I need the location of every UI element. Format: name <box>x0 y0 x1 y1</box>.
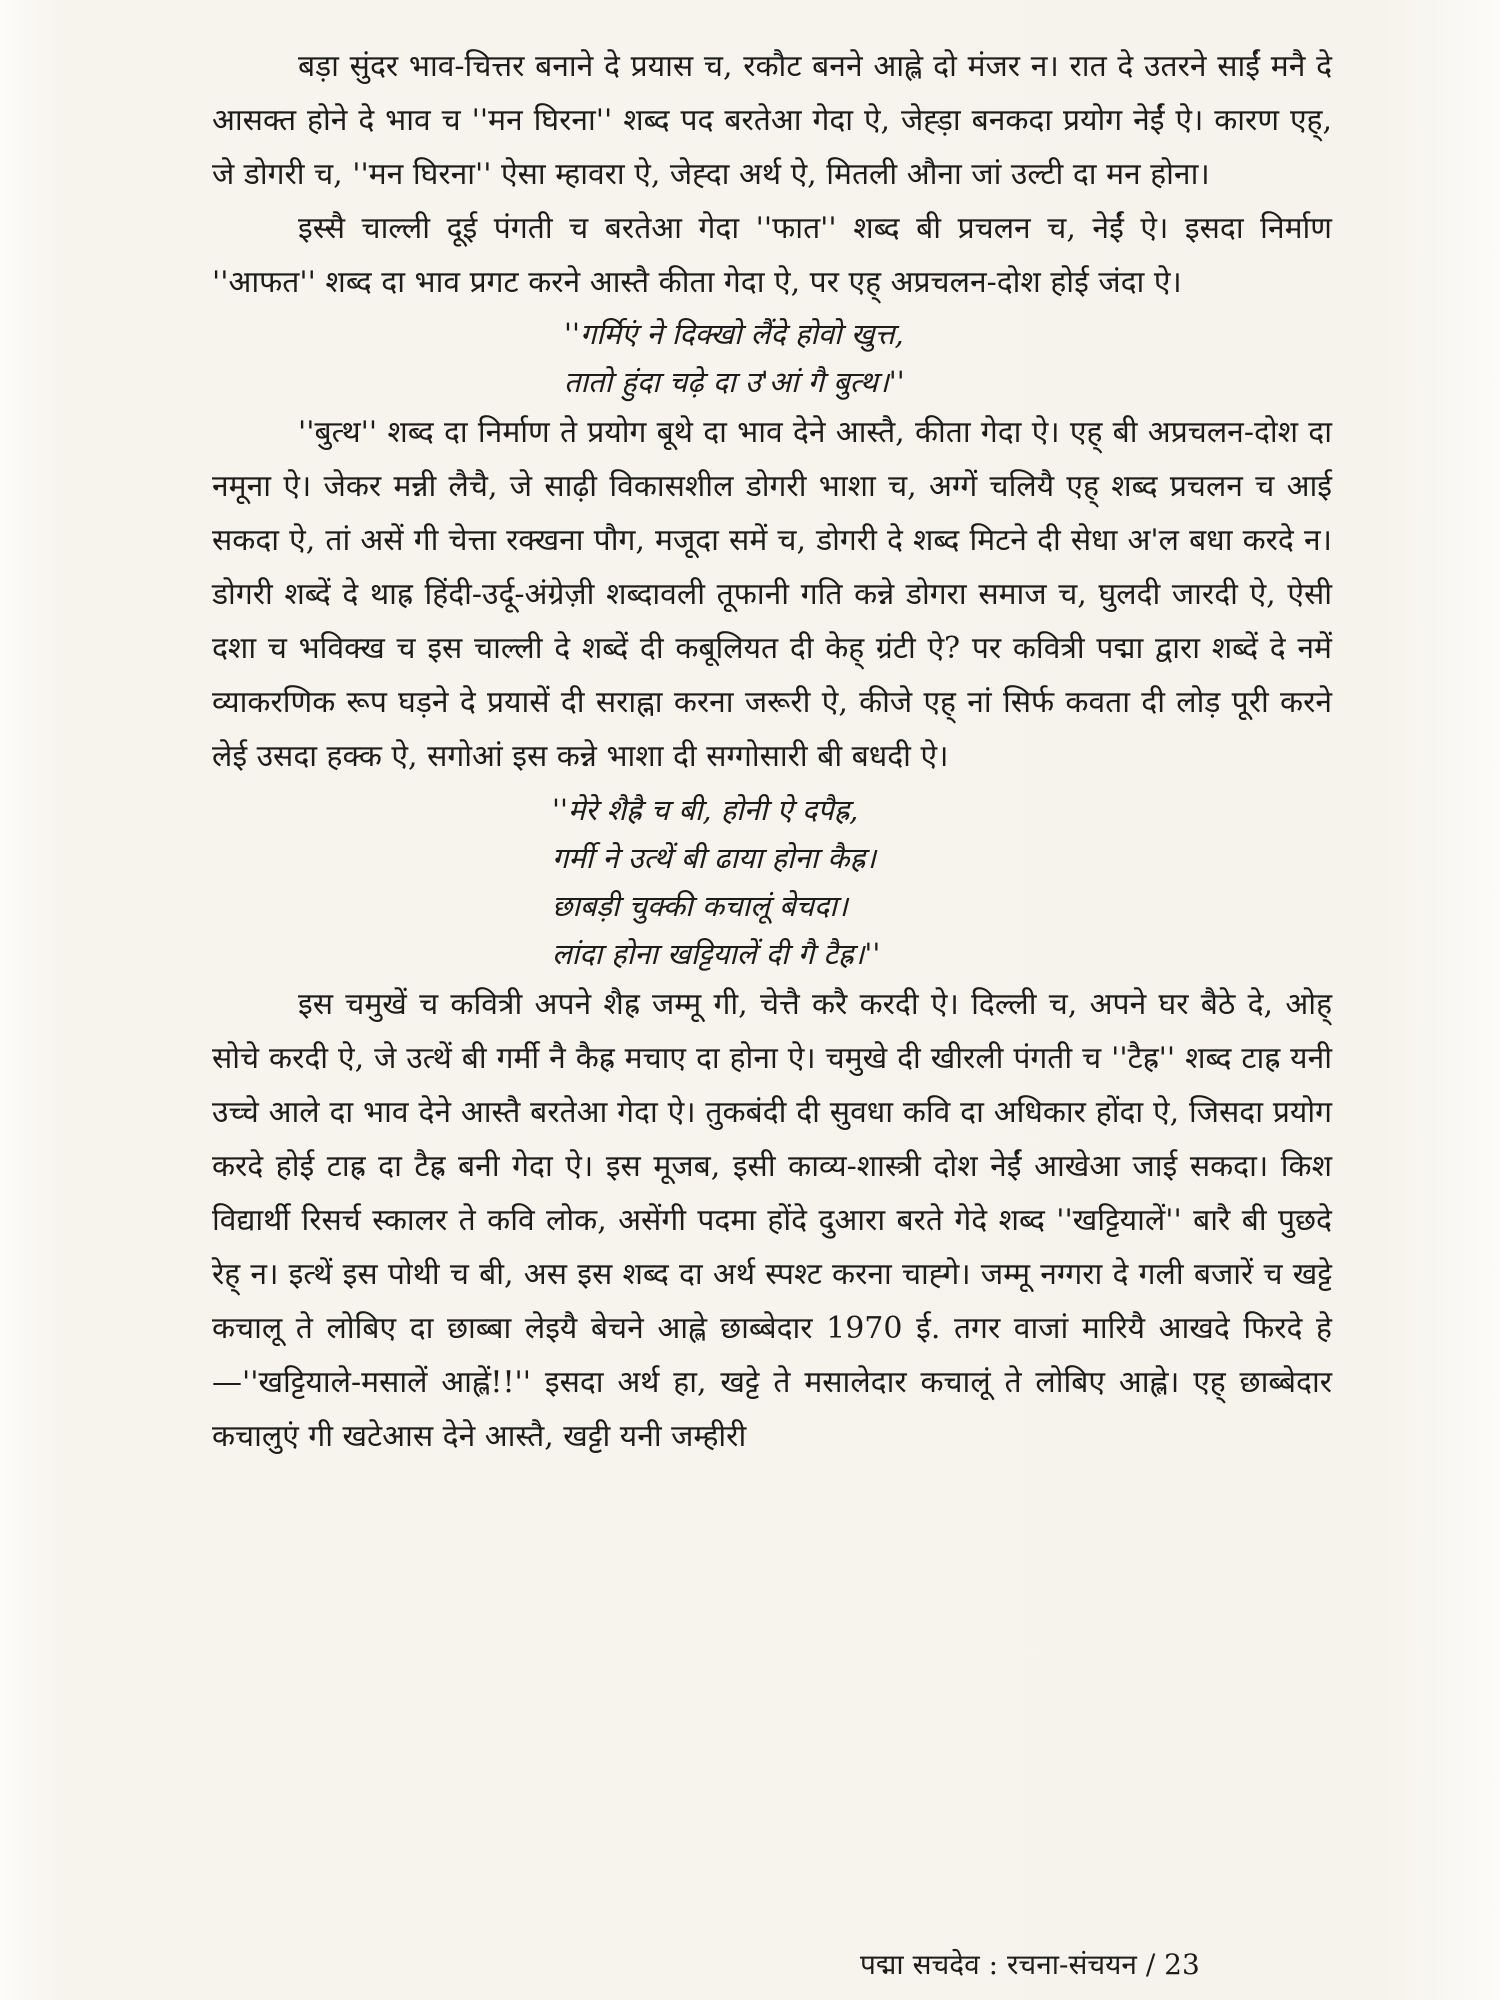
verse-line: लांदा होना खट्टियालें दी गै टैह्र।'' <box>552 937 881 971</box>
verse-line: ''मेरे शैह्रै च बी, होनी ऐ दपैह्र, <box>552 793 859 827</box>
page-body <box>212 40 1332 1464</box>
verse-quote-1 <box>212 310 1332 406</box>
verse-line: गर्मी ने उत्थें बी ढाया होना कैह्र। <box>552 841 876 875</box>
paragraph-4: इस चमुखें च कवित्री अपने शैह्र जम्मू गी, चेत्तै करै करदी ऐ। दिल्ली च, अपने घर बैठे दे, ओह् सोचे करदी ऐ, जे उत्थें बी गर्मी नै कैह्र मचाए दा होना ऐ। चमुखे दी खीरली पंगती च ''टैह्र'' शब्द टाह्र यनी उच्चे आले दा भाव देने आस्तै बरतेआ गेदा ऐ। तुकबंदी दी सुवधा कवि दा अधिकार होंदा ऐ, जिसदा प्रयोग करदे होई टाह्र दा टैह्र बनी गेदा ऐ। इस मूजब, इसी काव्य-शास्त्री दोश नेईं आखेआ जाई सकदा। किश विद्यार्थी रिसर्च स्कालर ते कवि लोक, असेंगी पदमा होंदे दुआरा बरते गेदे शब्द ''खट्टियालें'' बारै बी पुछदे रेह् न। इत्थें इस पोथी च बी, अस इस शब्द दा अर्थ स्पश्ट करना चाह्गे। जम्मू नग्गरा दे गली बजारें च खट्टे कचालू ते लोबिए दा छाब्बा लेइयै बेचने आह्ले छाब्बेदार 1970 ई. तगर वाजां मारियै आखदे फिरदे हे—''खट्टियाले-मसालें आह्लें!!'' इसदा अर्थ हा, खट्टे ते मसालेदार कचालूं ते लोबिए आह्ले। एह् छाब्बेदार कचालुएं गी खटेआस देने आस्तै, खट्टी यनी जम्हीरी <box>212 987 1332 1454</box>
verse-line: छाबड़ी चुक्की कचालूं बेचदा। <box>552 889 848 923</box>
verse-line: तातो हुंदा चढ़े दा उ'आं गै बुत्थ।'' <box>564 365 905 399</box>
paragraph-3: ''बुत्थ'' शब्द दा निर्माण ते प्रयोग बूथे दा भाव देने आस्तै, कीता गेदा ऐ। एह् बी अप्रचलन-दोश दा नमूना ऐ। जेकर मन्नी लैचै, जे साढ़ी विकासशील डोगरी भाशा च, अग्गें चलियै एह् शब्द प्रचलन च आई सकदा ऐ, तां असें गी चेत्ता रक्खना पौग, मजूदा समें च, डोगरी दे शब्द मिटने दी सेधा अ'ल बधा करदे न। डोगरी शब्दें दे थाह्र हिंदी-उर्दू-अंग्रेज़ी शब्दावली तूफानी गति कन्ने डोगरा समाज च, घुलदी जारदी ऐ, ऐसी दशा च भविक्ख च इस चाल्ली दे शब्दें दी कबूलियत दी केह् ग्रंटी ऐ? पर कवित्री पद्मा द्वारा शब्दें दे नमें व्याकरणिक रूप घड़ने दे प्रयासें दी सराह्ना करना जरूरी ऐ, कीजे एह् नां सिर्फ कवता दी लोड़ पूरी करने लेई उसदा हक्क ऐ, सगोआं इस कन्ने भाशा दी सग्गोसारी बी बधदी ऐ। <box>212 415 1332 774</box>
paragraph-1: बड़ा सुंदर भाव-चित्तर बनाने दे प्रयास च, रकौट बनने आह्ले दो मंजर न। रात दे उतरने साईं मनै दे आसक्त होने दे भाव च ''मन घिरना'' शब्द पद बरतेआ गेदा ऐ, जेह्ड़ा बनकदा प्रयोग नेईं ऐ। कारण एह्, जे डोगरी च, ''मन घिरना'' ऐसा म्हावरा ऐ, जेह्दा अर्थ ऐ, मितली औना जां उल्टी दा मन होना। <box>212 49 1332 192</box>
page-footer: पद्मा सचदेव : रचना-संचयन / 23 <box>860 1948 1200 1981</box>
verse-line: ''गर्मिएं ने दिक्खो लैंदे होवो खुत्त, <box>564 317 904 351</box>
verse-quote-2 <box>212 786 1332 978</box>
paragraph-2: इस्सै चाल्ली दूई पंगती च बरतेआ गेदा ''फात'' शब्द बी प्रचलन च, नेईं ऐ। इसदा निर्माण ''आफत'' शब्द दा भाव प्रगट करने आस्तै कीता गेदा ऐ, पर एह् अप्रचलन-दोश होई जंदा ऐ। <box>212 211 1332 300</box>
